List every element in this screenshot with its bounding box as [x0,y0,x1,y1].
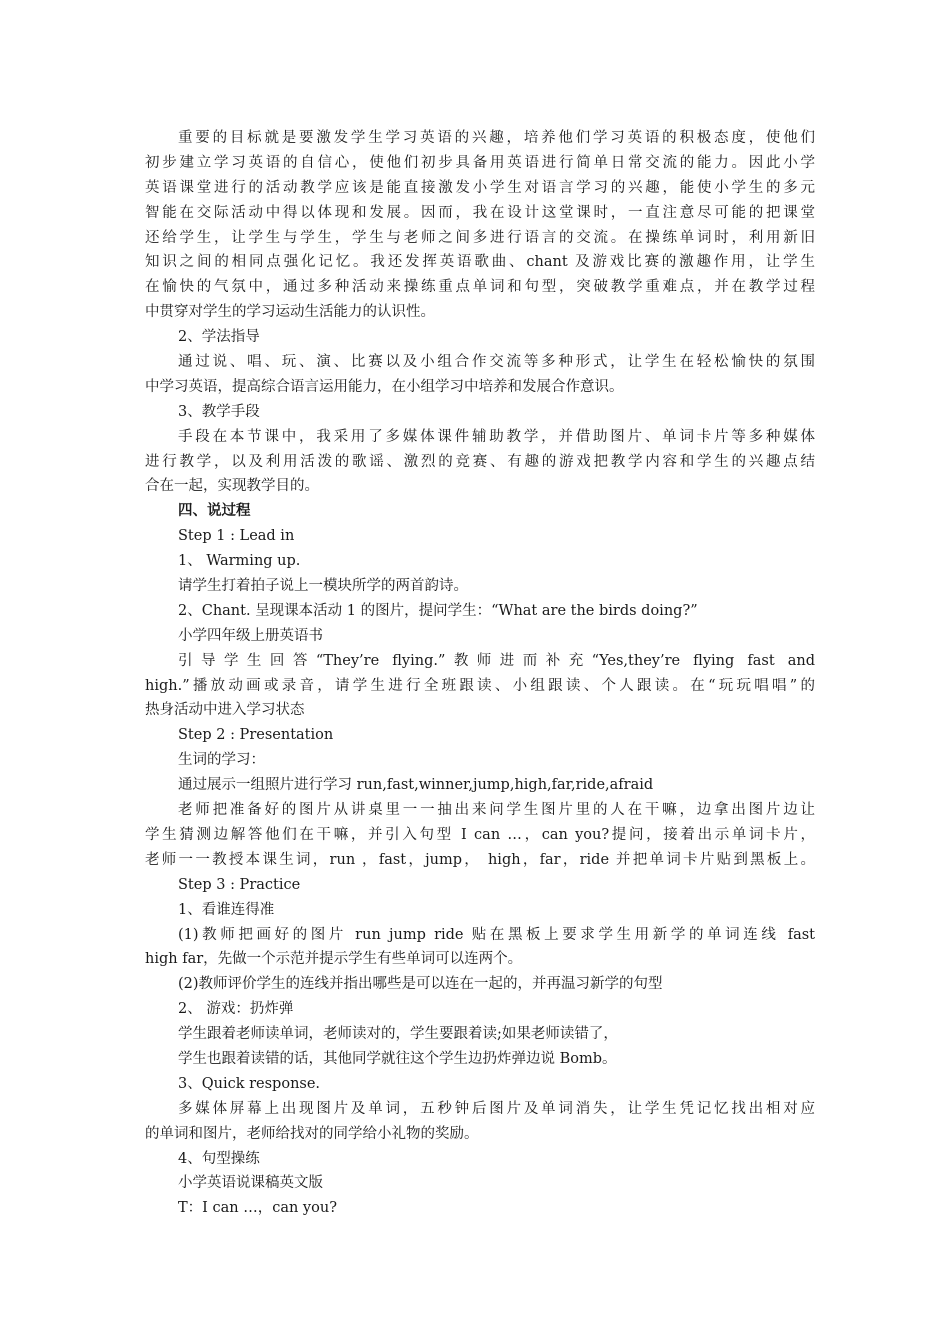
document-line: 智能在交际活动中得以体现和发展。因而，我在设计这堂课时，一直注意尽可能的把课堂 [145,204,815,221]
document-line: 的单词和图片，老师给找对的同学给小礼物的奖励。 [145,1125,479,1142]
document-line: 学生猜测边解答他们在干嘛，并引入句型 I can …，can you?提问，接着出示单词卡片， [145,826,815,843]
document-line: 初步建立学习英语的自信心，使他们初步具备用英语进行简单日常交流的能力。因此小学 [145,154,815,171]
document-line: Step 1 : Lead in [178,528,295,545]
document-line: 4、句型操练 [178,1150,260,1167]
document-line: 2、 游戏：扔炸弹 [178,1001,294,1018]
document-line: 合在一起，实现教学目的。 [145,478,319,495]
document-line: 多媒体屏幕上出现图片及单词，五秒钟后图片及单词消失，让学生凭记忆找出相对应 [178,1100,815,1117]
document-line: 热身活动中进入学习状态 [145,702,305,719]
document-line: 英语课堂进行的活动教学应该是能直接激发小学生对语言学习的兴趣，能使小学生的多元 [145,179,815,196]
document-line: 手段在本节课中，我采用了多媒体课件辅助教学，并借助图片、单词卡片等多种媒体 [178,428,815,445]
document-line: 引导学生回答“They’re flying.”教师进而补充“Yes,they’re flying fast and [178,652,815,669]
document-line: 老师把准备好的图片从讲桌里一一抽出来问学生图片里的人在干嘛，边拿出图片边让 [178,802,815,819]
document-line: 2、学法指导 [178,329,260,346]
document-line: 老师一一教授本课生词，run ，fast，jump， high，far，ride 并把单词卡片贴到黑板上。 [145,851,815,868]
document-line: 1、看谁连得准 [178,901,275,918]
document-line: 小学英语说课稿英文版 [178,1175,323,1192]
document-body [145,126,815,1221]
document-line: T：I can …，can you? [178,1200,337,1217]
document-line: (2)教师评价学生的连线并指出哪些是可以连在一起的，并再温习新学的句型 [178,976,663,993]
document-line: 3、教学手段 [178,403,260,420]
document-line: high.”播放动画或录音，请学生进行全班跟读、小组跟读、个人跟读。在“玩玩唱唱”的 [145,677,815,694]
document-line: 中学习英语，提高综合语言运用能力，在小组学习中培养和发展合作意识。 [145,378,624,395]
document-line: 学生也跟着读错的话，其他同学就往这个学生边扔炸弹边说 Bomb。 [178,1050,617,1067]
document-line: 中贯穿对学生的学习运动生活能力的认识性。 [145,304,435,321]
document-line: 重要的目标就是要激发学生学习英语的兴趣，培养他们学习英语的积极态度，使他们 [178,130,815,146]
document-line: 请学生打着拍子说上一模块所学的两首韵诗。 [178,578,468,595]
document-line: 3、Quick response. [178,1075,321,1092]
document-line: 通过说、唱、玩、演、比赛以及小组合作交流等多种形式，让学生在轻松愉快的氛围 [178,354,815,371]
document-line: 学生跟着老师读单词，老师读对的，学生要跟着读;如果老师读错了， [178,1026,618,1043]
document-line: (1)教师把画好的图片 run jump ride 贴在黑板上要求学生用新学的单词连线 fast [178,926,815,943]
document-line: 在愉快的气氛中，通过多种活动来操练重点单词和句型，突破教学重难点，并在教学过程 [145,279,815,296]
section-heading-line: 四、说过程 [178,502,251,520]
document-line: Step 3 : Practice [178,876,301,893]
document-line: 进行教学，以及利用活泼的歌谣、激烈的竞赛、有趣的游戏把教学内容和学生的兴趣点结 [145,453,815,470]
document-line: Step 2 : Presentation [178,727,334,744]
document-line: 1、 Warming up. [178,553,301,570]
document-line: 通过展示一组照片进行学习 run,fast,winner,jump,high,far,ride,afraid [178,777,654,794]
document-line: 生词的学习： [178,752,265,769]
document-line: 知识之间的相同点强化记忆。我还发挥英语歌曲、chant 及游戏比赛的激趣作用，让学生 [145,254,815,271]
document-line: 2、Chant. 呈现课本活动 1 的图片，提问学生：“What are the birds doing?” [178,602,698,619]
document-line: 还给学生，让学生与学生，学生与老师之间多进行语言的交流。在操练单词时，利用新旧 [145,229,815,246]
document-line: 小学四年级上册英语书 [178,627,323,644]
document-line: high far，先做一个示范并提示学生有些单词可以连两个。 [145,951,523,968]
